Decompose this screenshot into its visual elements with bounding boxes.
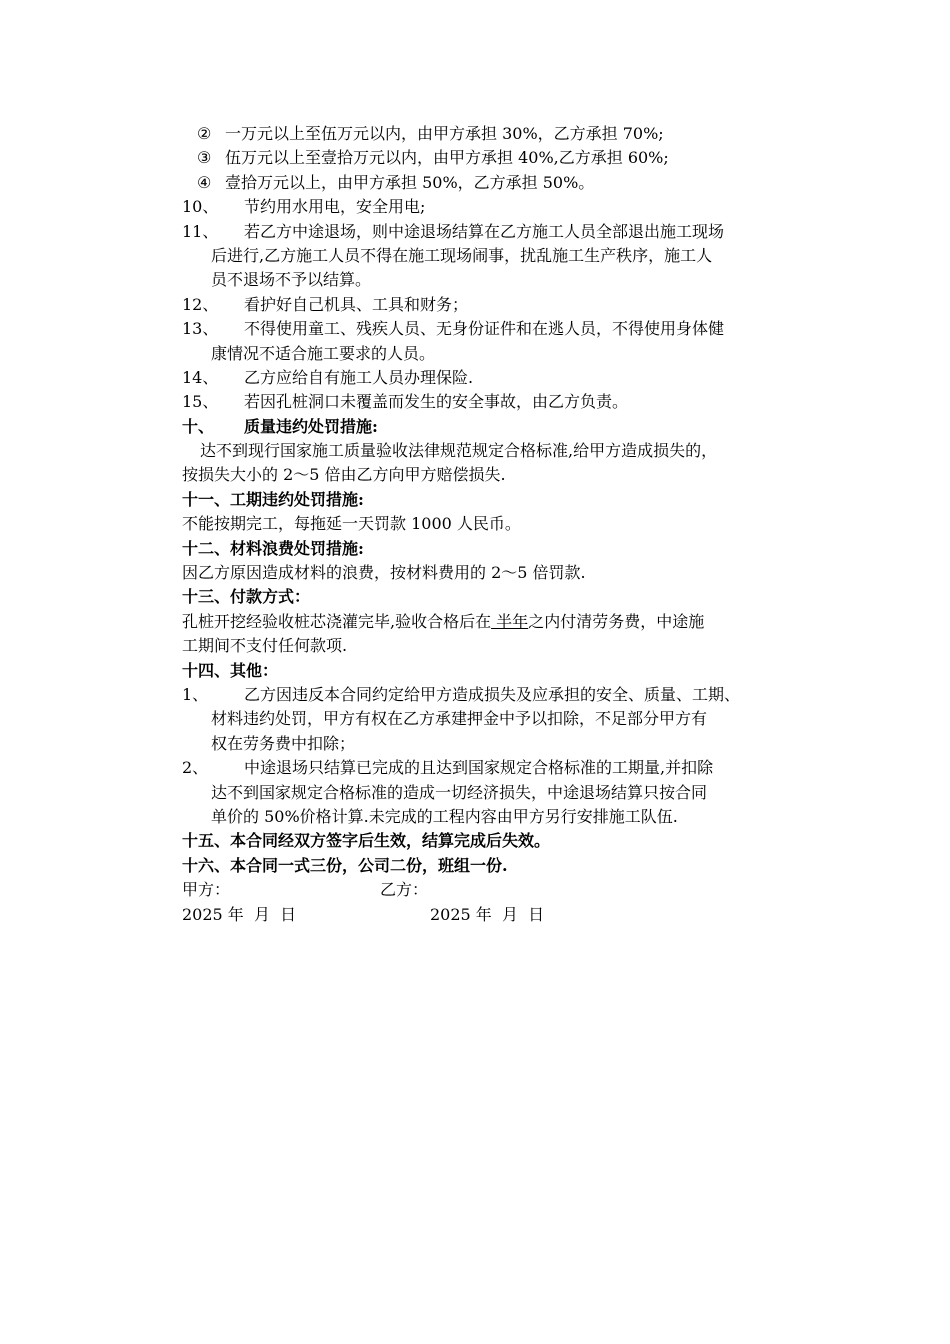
item-number: 11、	[182, 221, 219, 241]
tier-3-line	[182, 146, 842, 170]
section-14-item-1-line-3: 权在劳务费中扣除；	[211, 733, 356, 753]
section-12-heading: 十二、材料浪费处罚措施:	[182, 538, 364, 558]
tier-2-line	[182, 122, 842, 146]
tier-mark: ④	[197, 172, 212, 192]
signature-row	[182, 878, 842, 902]
section-title: 质量违约处罚措施:	[244, 416, 378, 436]
party-a-date: 2025 年 月 日	[182, 904, 297, 924]
item-number: 13、	[182, 319, 219, 339]
item-text: 节约用水用电，安全用电;	[244, 197, 426, 217]
section-13-line-2: 工期间不支付任何款项.	[182, 636, 348, 656]
section-14-item-1-line-1	[182, 683, 842, 707]
item-number: 1、	[182, 684, 209, 704]
item-text: 若因孔桩洞口未覆盖而发生的安全事故，由乙方负责。	[244, 392, 629, 412]
party-a-label: 甲方：	[182, 880, 231, 900]
section-13-line-1	[182, 610, 842, 634]
item-number: 10、	[182, 197, 219, 217]
item-number: 2、	[182, 758, 209, 778]
section-14-item-2-line-1	[182, 756, 842, 780]
tier-text: 壹拾万元以上，由甲方承担 50%，乙方承担 50%。	[225, 172, 595, 192]
item-text: 乙方因违反本合同约定给甲方造成损失及应承担的安全、质量、工期、	[244, 684, 741, 704]
item-number: 15、	[182, 392, 219, 412]
item-text: 若乙方中途退场，则中途退场结算在乙方施工人员全部退出施工现场	[244, 221, 725, 241]
section-16: 十六、本合同一式三份，公司二份，班组一份.	[182, 855, 508, 875]
tier-mark: ③	[197, 148, 212, 168]
item-13-line-2: 康情况不适合施工要求的人员。	[211, 343, 436, 363]
item-text: 不得使用童工、残疾人员、无身份证件和在逃人员，不得使用身体健	[244, 319, 725, 339]
tier-mark: ②	[197, 124, 212, 143]
payment-text-end: 之内付清劳务费，中途施	[528, 611, 705, 631]
item-11-line-2: 后进行,乙方施工人员不得在施工现场闹事，扰乱施工生产秩序，施工人	[211, 245, 713, 265]
section-15: 十五、本合同经双方签字后生效，结算完成后失效。	[182, 831, 551, 851]
contract-body	[182, 122, 842, 927]
item-text: 看护好自己机具、工具和财务；	[244, 294, 469, 314]
item-12	[182, 293, 842, 317]
section-10-line-2: 按损失大小的 2～5 倍由乙方向甲方赔偿损失.	[182, 465, 506, 485]
section-13-heading: 十三、付款方式：	[182, 587, 311, 607]
party-b-label: 乙方：	[380, 880, 429, 900]
section-14-heading: 十四、其他：	[182, 660, 279, 680]
section-number: 十、	[182, 416, 215, 436]
tier-text: 一万元以上至伍万元以内，由甲方承担 30%，乙方承担 70%;	[225, 124, 664, 143]
section-14-item-1-line-2: 材料违约处罚，甲方有权在乙方承建押金中予以扣除，不足部分甲方有	[211, 709, 708, 729]
tier-text: 伍万元以上至壹拾万元以内，由甲方承担 40%,乙方承担 60%;	[225, 148, 669, 168]
item-11-line-1	[182, 220, 842, 244]
date-row	[182, 903, 842, 927]
section-11-heading: 十一、工期违约处罚措施:	[182, 489, 364, 509]
item-text: 乙方应给自有施工人员办理保险.	[244, 367, 474, 387]
section-14-item-2-line-3: 单价的 50%价格计算.未完成的工程内容由甲方另行安排施工队伍.	[211, 806, 678, 826]
section-14-item-2-line-2: 达不到国家规定合格标准的造成一切经济损失，中途退场结算只按合同	[211, 782, 708, 802]
section-10-heading	[182, 415, 842, 439]
item-10	[182, 195, 842, 219]
item-14	[182, 366, 842, 390]
item-number: 14、	[182, 367, 219, 387]
tier-4-line	[182, 171, 842, 195]
section-12-text: 因乙方原因造成材料的浪费，按材料费用的 2～5 倍罚款.	[182, 563, 586, 583]
section-10-line-1: 达不到现行国家施工质量验收法律规范规定合格标准,给甲方造成损失的，	[200, 441, 718, 461]
item-15	[182, 390, 842, 414]
section-11-text: 不能按期完工，每拖延一天罚款 1000 人民币。	[182, 514, 521, 534]
item-number: 12、	[182, 294, 219, 314]
party-b-date: 2025 年 月 日	[430, 904, 545, 924]
payment-text-start: 孔桩开挖经验收桩芯浇灌完毕,验收合格后在	[182, 611, 492, 631]
item-13-line-1	[182, 317, 842, 341]
payment-period: 半年	[491, 611, 529, 631]
item-text: 中途退场只结算已完成的且达到国家规定合格标准的工期量,并扣除	[244, 758, 714, 778]
item-11-line-3: 员不退场不予以结算。	[211, 270, 372, 290]
